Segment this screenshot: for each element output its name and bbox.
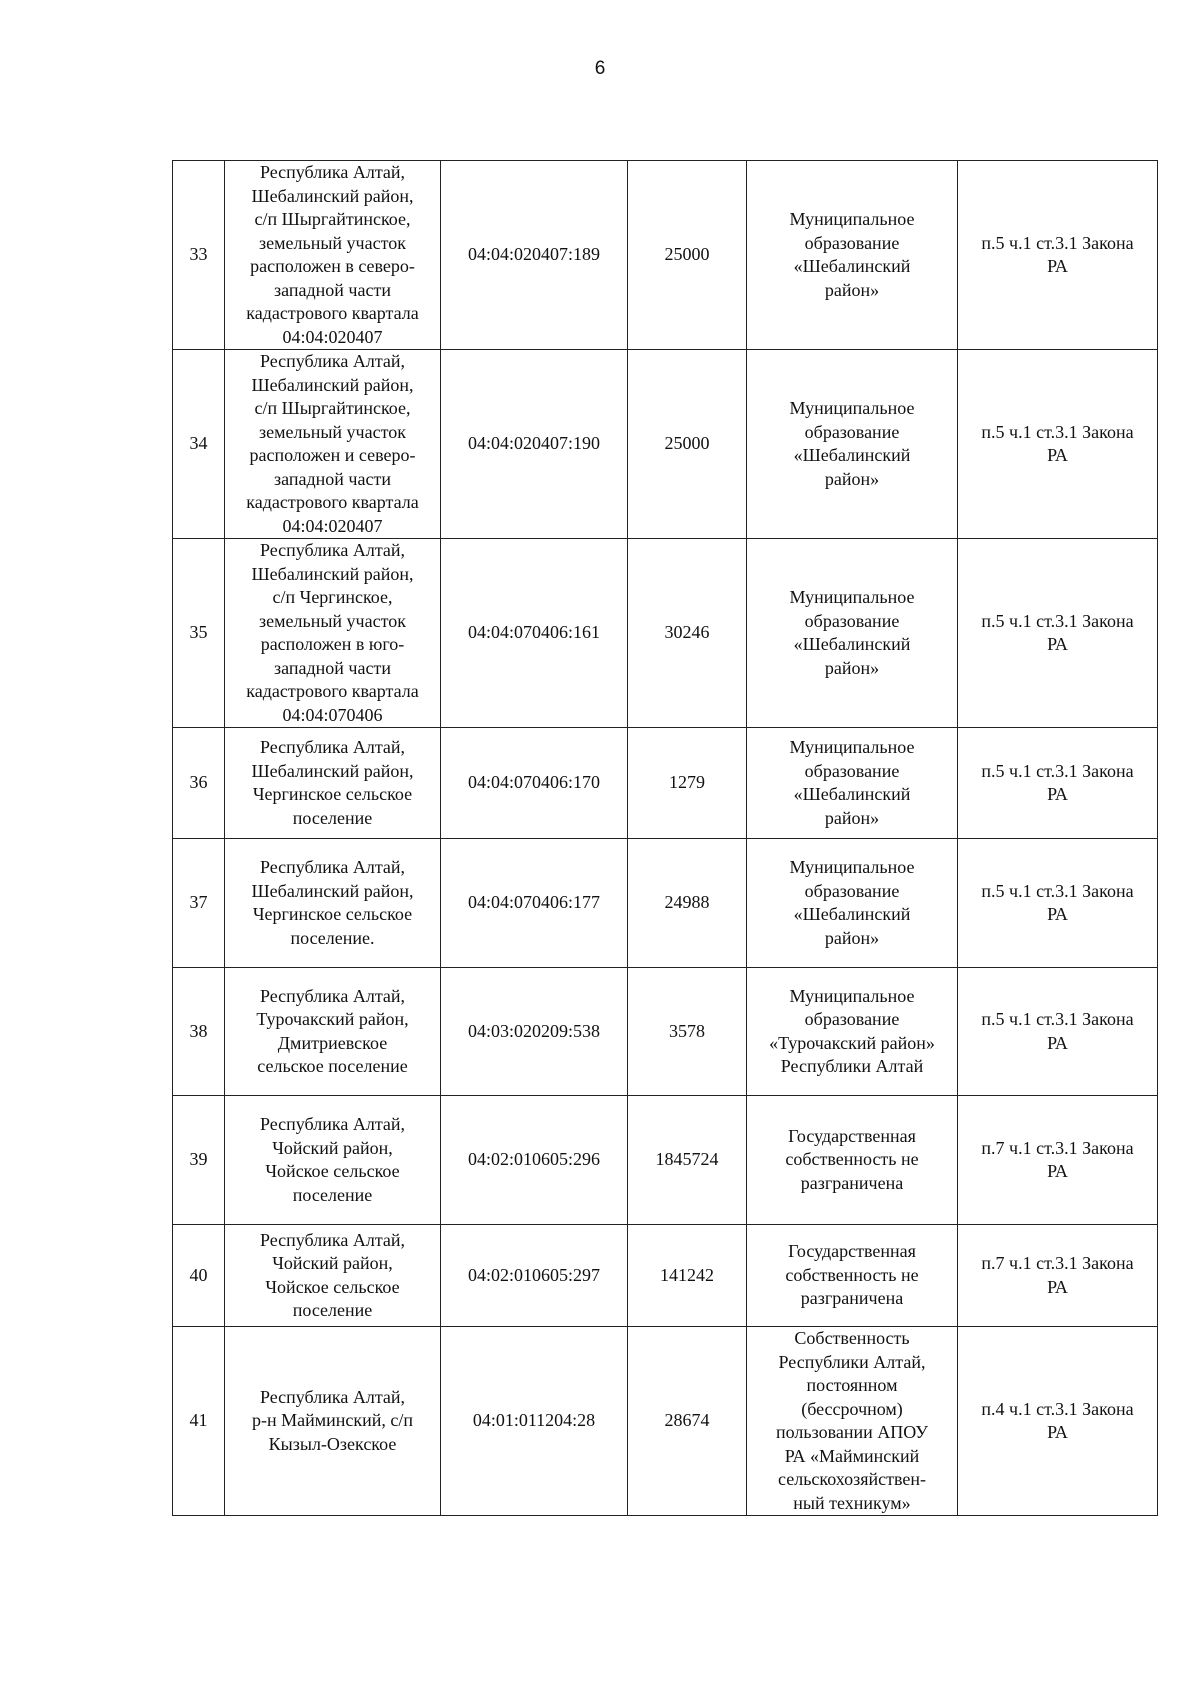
address-cell: Республика Алтай, Чойский район, Чойское сельское поселение [225,1096,441,1225]
owner-cell: Муниципальное образование «Шебалинский район» [747,350,958,539]
owner-cell: Собственность Республики Алтай, постоянном (бессрочном) пользовании АПОУ РА «Майминский сельскохозяйствен- ный техникум» [747,1327,958,1516]
address-cell: Республика Алтай, Шебалинский район, Чергинское сельское поселение [225,728,441,839]
land-plot-table [172,160,1158,1516]
table-row [173,1225,1158,1327]
owner-cell: Государственная собственность не разграничена [747,1225,958,1327]
row-number: 40 [173,1225,225,1327]
area-cell: 28674 [628,1327,747,1516]
area-cell: 3578 [628,968,747,1096]
cadastral-number-cell: 04:03:020209:538 [441,968,628,1096]
area-cell: 24988 [628,839,747,968]
legal-basis-cell: п.5 ч.1 ст.3.1 Закона РА [958,728,1158,839]
cadastral-number-cell: 04:02:010605:296 [441,1096,628,1225]
address-cell: Республика Алтай, Шебалинский район, с/п Шыргайтинское, земельный участок расположен и северо- западной части кадастрового квартала 04:04:020407 [225,350,441,539]
address-cell: Республика Алтай, Турочакский район, Дмитриевское сельское поселение [225,968,441,1096]
legal-basis-cell: п.5 ч.1 ст.3.1 Закона РА [958,350,1158,539]
area-cell: 25000 [628,350,747,539]
row-number: 37 [173,839,225,968]
table-row [173,839,1158,968]
table-row [173,350,1158,539]
legal-basis-cell: п.7 ч.1 ст.3.1 Закона РА [958,1225,1158,1327]
cadastral-number-cell: 04:04:020407:190 [441,350,628,539]
cadastral-number-cell: 04:04:070406:170 [441,728,628,839]
area-cell: 1279 [628,728,747,839]
row-number: 36 [173,728,225,839]
owner-cell: Муниципальное образование «Шебалинский район» [747,161,958,350]
area-cell: 1845724 [628,1096,747,1225]
address-cell: Республика Алтай, Шебалинский район, Чергинское сельское поселение. [225,839,441,968]
legal-basis-cell: п.5 ч.1 ст.3.1 Закона РА [958,539,1158,728]
page-number: 6 [594,58,606,79]
cadastral-number-cell: 04:04:020407:189 [441,161,628,350]
address-cell: Республика Алтай, Шебалинский район, с/п Шыргайтинское, земельный участок расположен в северо- западной части кадастрового квартала 04:04:020407 [225,161,441,350]
table-row [173,968,1158,1096]
table-row [173,539,1158,728]
row-number: 33 [173,161,225,350]
table-row [173,1327,1158,1516]
row-number: 35 [173,539,225,728]
legal-basis-cell: п.5 ч.1 ст.3.1 Закона РА [958,161,1158,350]
owner-cell: Муниципальное образование «Шебалинский район» [747,539,958,728]
area-cell: 25000 [628,161,747,350]
table-row [173,1096,1158,1225]
row-number: 34 [173,350,225,539]
row-number: 41 [173,1327,225,1516]
address-cell: Республика Алтай, Чойский район, Чойское сельское поселение [225,1225,441,1327]
owner-cell: Муниципальное образование «Турочакский район» Республики Алтай [747,968,958,1096]
legal-basis-cell: п.5 ч.1 ст.3.1 Закона РА [958,839,1158,968]
legal-basis-cell: п.4 ч.1 ст.3.1 Закона РА [958,1327,1158,1516]
cadastral-number-cell: 04:04:070406:177 [441,839,628,968]
area-cell: 141242 [628,1225,747,1327]
area-cell: 30246 [628,539,747,728]
table-row [173,728,1158,839]
cadastral-number-cell: 04:01:011204:28 [441,1327,628,1516]
cadastral-number-cell: 04:04:070406:161 [441,539,628,728]
cadastral-number-cell: 04:02:010605:297 [441,1225,628,1327]
row-number: 38 [173,968,225,1096]
address-cell: Республика Алтай, р-н Майминский, с/п Кызыл-Озекское [225,1327,441,1516]
owner-cell: Муниципальное образование «Шебалинский район» [747,728,958,839]
row-number: 39 [173,1096,225,1225]
legal-basis-cell: п.5 ч.1 ст.3.1 Закона РА [958,968,1158,1096]
table-row [173,161,1158,350]
address-cell: Республика Алтай, Шебалинский район, с/п Чергинское, земельный участок расположен в юго- западной части кадастрового квартала 04:04:070406 [225,539,441,728]
owner-cell: Муниципальное образование «Шебалинский район» [747,839,958,968]
owner-cell: Государственная собственность не разграничена [747,1096,958,1225]
legal-basis-cell: п.7 ч.1 ст.3.1 Закона РА [958,1096,1158,1225]
